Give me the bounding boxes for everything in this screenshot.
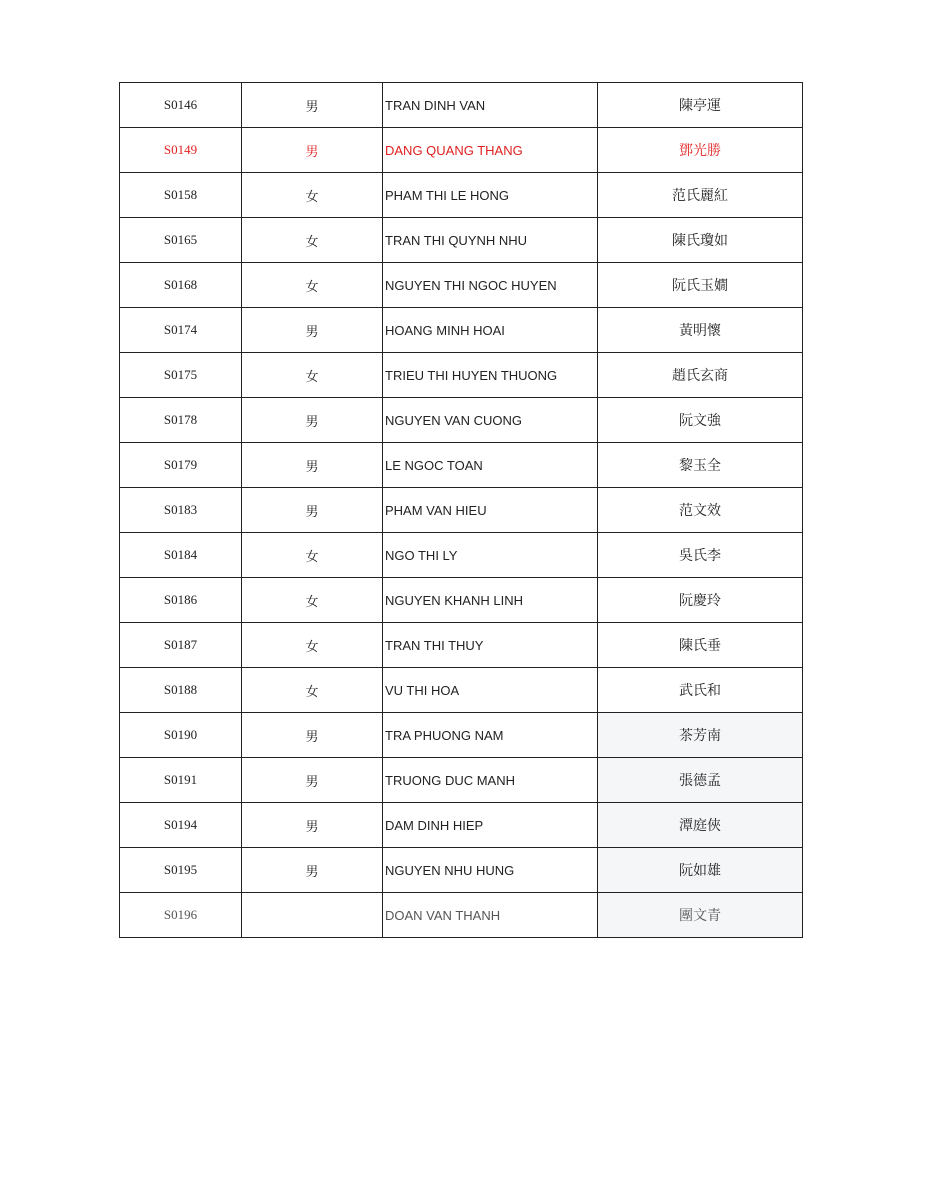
student-id-cell: S0188 [120,668,242,713]
student-id-cell: S0174 [120,308,242,353]
gender-cell: 男 [242,443,383,488]
han-name-cell: 團文青 [598,893,803,938]
han-name-cell: 阮慶玲 [598,578,803,623]
table-body [120,83,803,938]
gender-cell: 男 [242,758,383,803]
gender-cell: 男 [242,308,383,353]
table-row-highlighted [120,128,803,173]
table-row [120,83,803,128]
gender-cell: 男 [242,488,383,533]
student-roster-sheet [119,82,802,938]
gender-cell: 女 [242,353,383,398]
table-row [120,578,803,623]
romanized-name-cell: NGO THI LY [383,533,598,578]
table-row [120,488,803,533]
romanized-name-cell: DANG QUANG THANG [383,128,598,173]
table-row [120,398,803,443]
han-name-cell: 吳氏李 [598,533,803,578]
student-id-cell: S0191 [120,758,242,803]
gender-cell: 女 [242,263,383,308]
romanized-name-cell: DOAN VAN THANH [383,893,598,938]
gender-cell: 男 [242,398,383,443]
table-row [120,893,803,938]
romanized-name-cell: NGUYEN VAN CUONG [383,398,598,443]
han-name-cell: 趙氏玄商 [598,353,803,398]
romanized-name-cell: TRAN THI QUYNH NHU [383,218,598,263]
table-row [120,848,803,893]
romanized-name-cell: HOANG MINH HOAI [383,308,598,353]
table-row [120,308,803,353]
gender-cell: 男 [242,713,383,758]
student-id-cell: S0184 [120,533,242,578]
table-row [120,758,803,803]
han-name-cell: 阮如雄 [598,848,803,893]
gender-cell: 男 [242,83,383,128]
romanized-name-cell: DAM DINH HIEP [383,803,598,848]
table-row [120,218,803,263]
student-id-cell: S0186 [120,578,242,623]
student-id-cell: S0168 [120,263,242,308]
gender-cell: 女 [242,623,383,668]
romanized-name-cell: PHAM VAN HIEU [383,488,598,533]
table-row [120,353,803,398]
student-id-cell: S0195 [120,848,242,893]
han-name-cell: 鄧光勝 [598,128,803,173]
gender-cell: 男 [242,848,383,893]
gender-cell: 女 [242,533,383,578]
student-roster-table [119,82,803,938]
han-name-cell: 茶芳南 [598,713,803,758]
gender-cell [242,893,383,938]
student-id-cell: S0190 [120,713,242,758]
gender-cell: 女 [242,173,383,218]
han-name-cell: 陳氏垂 [598,623,803,668]
table-row [120,713,803,758]
romanized-name-cell: NGUYEN KHANH LINH [383,578,598,623]
student-id-cell: S0178 [120,398,242,443]
han-name-cell: 張德孟 [598,758,803,803]
gender-cell: 男 [242,803,383,848]
gender-cell: 男 [242,128,383,173]
han-name-cell: 陳氏瓊如 [598,218,803,263]
han-name-cell: 黎玉全 [598,443,803,488]
romanized-name-cell: NGUYEN THI NGOC HUYEN [383,263,598,308]
gender-cell: 女 [242,668,383,713]
student-id-cell: S0179 [120,443,242,488]
gender-cell: 女 [242,218,383,263]
romanized-name-cell: TRIEU THI HUYEN THUONG [383,353,598,398]
romanized-name-cell: TRAN DINH VAN [383,83,598,128]
student-id-cell: S0165 [120,218,242,263]
romanized-name-cell: TRUONG DUC MANH [383,758,598,803]
romanized-name-cell: TRAN THI THUY [383,623,598,668]
student-id-cell: S0149 [120,128,242,173]
student-id-cell: S0187 [120,623,242,668]
han-name-cell: 陳亭運 [598,83,803,128]
student-id-cell: S0175 [120,353,242,398]
student-id-cell: S0183 [120,488,242,533]
table-row [120,443,803,488]
student-id-cell: S0146 [120,83,242,128]
han-name-cell: 阮文強 [598,398,803,443]
gender-cell: 女 [242,578,383,623]
han-name-cell: 阮氏玉嫺 [598,263,803,308]
table-row [120,173,803,218]
student-id-cell: S0158 [120,173,242,218]
han-name-cell: 黃明懷 [598,308,803,353]
romanized-name-cell: LE NGOC TOAN [383,443,598,488]
romanized-name-cell: NGUYEN NHU HUNG [383,848,598,893]
romanized-name-cell: VU THI HOA [383,668,598,713]
romanized-name-cell: TRA PHUONG NAM [383,713,598,758]
table-row [120,263,803,308]
han-name-cell: 范氏麗紅 [598,173,803,218]
table-row [120,668,803,713]
han-name-cell: 范文效 [598,488,803,533]
han-name-cell: 潭庭俠 [598,803,803,848]
table-row [120,803,803,848]
student-id-cell: S0196 [120,893,242,938]
student-id-cell: S0194 [120,803,242,848]
romanized-name-cell: PHAM THI LE HONG [383,173,598,218]
han-name-cell: 武氏和 [598,668,803,713]
table-row [120,623,803,668]
table-row [120,533,803,578]
